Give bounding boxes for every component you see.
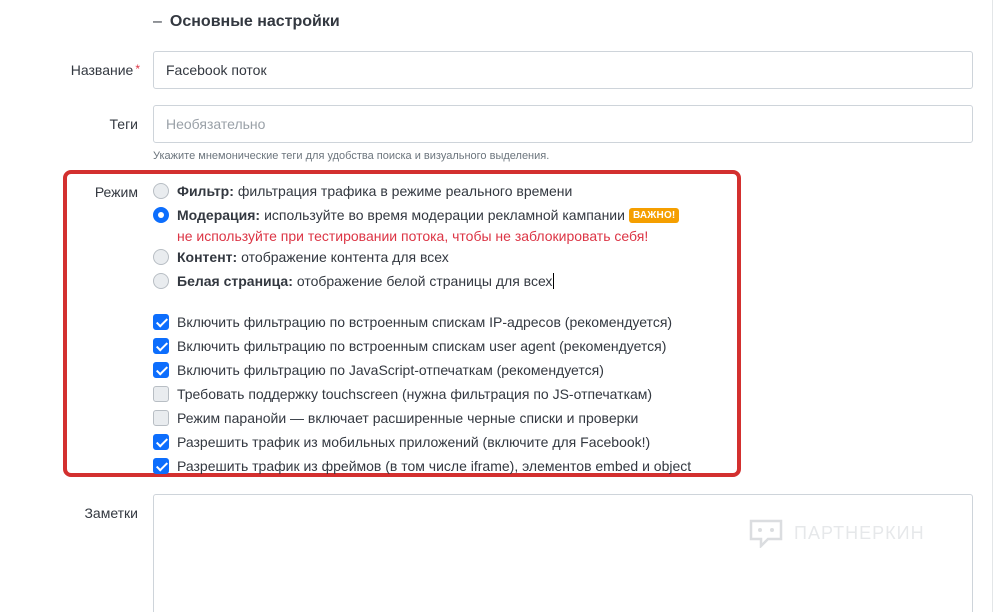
checkbox[interactable] bbox=[153, 434, 169, 450]
collapse-icon[interactable]: – bbox=[153, 13, 162, 30]
checkbox-label: Разрешить трафик из мобильных приложений (включите для Facebook!) bbox=[177, 434, 651, 450]
mode-option-filter[interactable] bbox=[153, 181, 572, 201]
checkbox-label: Включить фильтрацию по встроенным спискам user agent (рекомендуется) bbox=[177, 338, 667, 354]
checkbox-label: Разрешить трафик из фреймов (в том числе iframe), элементов embed и object bbox=[177, 458, 692, 474]
section-title: Основные настройки bbox=[169, 13, 340, 30]
checkbox-label: Включить фильтрацию по встроенным спискам IP-адресов (рекомендуется) bbox=[177, 314, 673, 330]
radio-content[interactable] bbox=[153, 249, 169, 265]
checkbox[interactable] bbox=[153, 314, 169, 330]
tags-label: Теги bbox=[109, 116, 138, 132]
notes-label: Заметки bbox=[84, 505, 138, 521]
checkbox-label: Включить фильтрацию по JavaScript-отпечаткам (рекомендуется) bbox=[177, 362, 604, 378]
checkbox-frames[interactable] bbox=[153, 456, 691, 476]
checkbox-user-agent[interactable] bbox=[153, 336, 666, 356]
name-label bbox=[60, 62, 140, 78]
tags-hint: Укажите мнемонические теги для удобства поиска и визуального выделения. bbox=[153, 150, 550, 162]
checkbox[interactable] bbox=[153, 410, 169, 426]
mode-label: Режим bbox=[94, 184, 138, 200]
name-input[interactable] bbox=[153, 51, 973, 89]
checkbox[interactable] bbox=[153, 338, 169, 354]
mode-option-desc: отображение контента для всех bbox=[241, 249, 449, 265]
checkbox-paranoia[interactable] bbox=[153, 408, 638, 428]
watermark-text: ПАРТНЕРКИН bbox=[794, 522, 925, 543]
section-header[interactable] bbox=[153, 13, 340, 31]
mode-option-title: Фильтр: bbox=[177, 183, 234, 199]
watermark bbox=[748, 518, 925, 548]
mode-option-title: Белая страница: bbox=[177, 273, 293, 289]
required-mark: * bbox=[135, 62, 140, 76]
checkbox-label: Режим паранойи — включает расширенные черные списки и проверки bbox=[177, 410, 639, 426]
text-cursor bbox=[553, 273, 554, 289]
mode-option-desc: используйте во время модерации рекламной кампании bbox=[264, 207, 625, 223]
mode-option-content[interactable] bbox=[153, 247, 449, 267]
checkbox[interactable] bbox=[153, 386, 169, 402]
notes-textarea[interactable] bbox=[153, 494, 973, 612]
mode-option-title: Модерация: bbox=[177, 207, 261, 223]
mode-option-desc: фильтрация трафика в режиме реального времени bbox=[237, 183, 573, 199]
mode-option-moderation[interactable] bbox=[153, 205, 679, 225]
name-label-text: Название bbox=[70, 62, 134, 78]
mode-option-desc: отображение белой страницы для всех bbox=[296, 273, 553, 289]
tags-input[interactable] bbox=[153, 105, 973, 143]
chat-bubble-icon bbox=[748, 518, 784, 548]
mode-option-white-page[interactable] bbox=[153, 271, 554, 291]
moderation-warning: не используйте при тестировании потока, чтобы не заблокировать себя! bbox=[177, 228, 649, 244]
mode-option-title: Контент: bbox=[177, 249, 238, 265]
scrollbar-edge bbox=[992, 0, 993, 612]
important-badge: ВАЖНО! bbox=[629, 208, 680, 223]
checkbox-label: Требовать поддержку touchscreen (нужна фильтрация по JS-отпечаткам) bbox=[177, 386, 653, 402]
radio-white-page[interactable] bbox=[153, 273, 169, 289]
checkbox-ip-lists[interactable] bbox=[153, 312, 672, 332]
checkbox[interactable] bbox=[153, 362, 169, 378]
checkbox[interactable] bbox=[153, 458, 169, 474]
checkbox-touchscreen[interactable] bbox=[153, 384, 652, 404]
radio-moderation[interactable] bbox=[153, 207, 169, 223]
checkbox-js-fingerprints[interactable] bbox=[153, 360, 604, 380]
radio-filter[interactable] bbox=[153, 183, 169, 199]
checkbox-mobile-apps[interactable] bbox=[153, 432, 650, 452]
